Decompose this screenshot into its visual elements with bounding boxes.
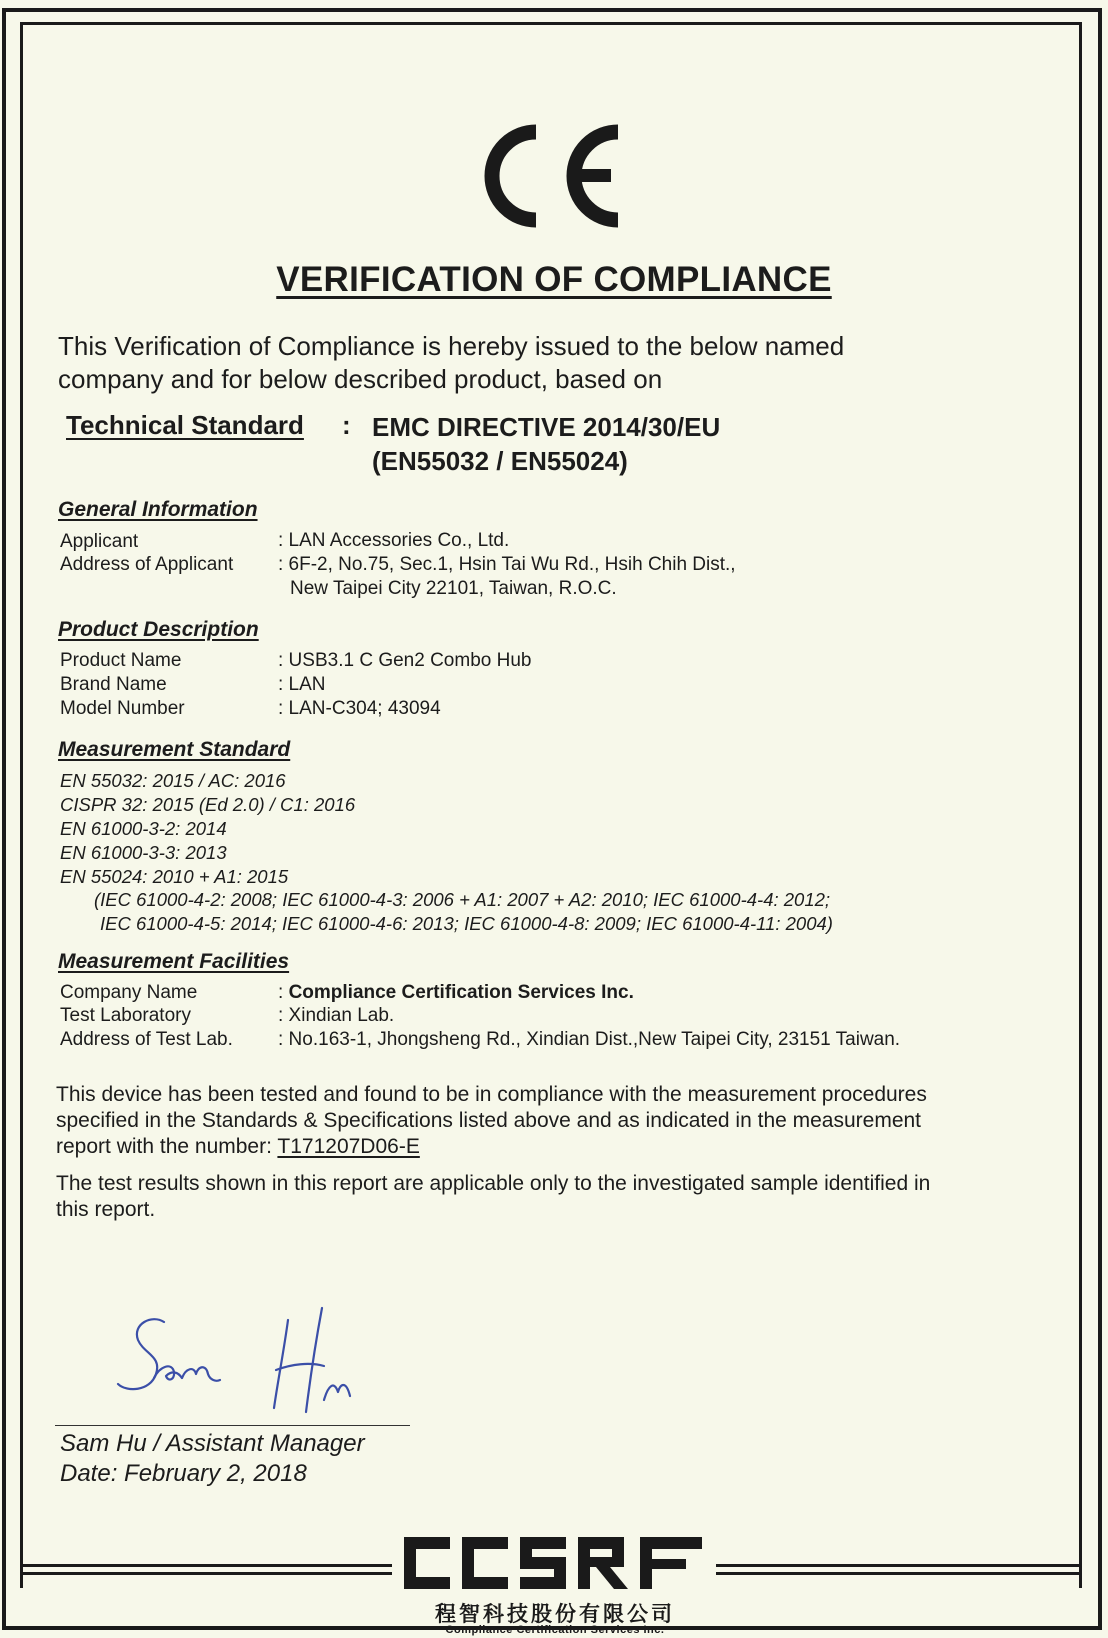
intro-line-1: This Verification of Compliance is hereby issued to the below named — [58, 331, 845, 361]
address-label: Address of Applicant — [60, 554, 234, 575]
standard-item: EN 61000-3-2: 2014 — [60, 818, 227, 839]
measurement-standard-heading: Measurement Standard — [58, 738, 291, 761]
bottom-rule-right-2 — [716, 1572, 1082, 1575]
standard-sub-list — [94, 888, 833, 936]
signature-date: Date: February 2, 2018 — [60, 1460, 307, 1487]
logo-chinese-name: 程智科技股份有限公司 — [435, 1603, 675, 1626]
ccsrf-logo-icon — [400, 1533, 710, 1593]
technical-standard-label: Technical Standard — [66, 410, 304, 440]
applicant-value: : LAN Accessories Co., Ltd. — [278, 530, 510, 551]
standard-item: EN 55024: 2010 + A1: 2015 — [60, 866, 289, 887]
brand-name-value: : LAN — [278, 674, 326, 695]
compliance-line-2: specified in the Standards & Specifications listed above and as indicated in the measurement — [56, 1109, 922, 1132]
technical-standard-line-2: (EN55032 / EN55024) — [372, 446, 628, 476]
product-name-value: : USB3.1 C Gen2 Combo Hub — [278, 650, 532, 671]
test-laboratory-value: : Xindian Lab. — [278, 1005, 395, 1026]
applicant-label: Applicant — [60, 531, 139, 552]
test-lab-address-label: Address of Test Lab. — [60, 1029, 233, 1050]
bottom-rule-left — [22, 1564, 392, 1567]
signer-name-title: Sam Hu / Assistant Manager — [60, 1430, 365, 1457]
logo-english-name: Compliance Certification Services Inc. — [445, 1624, 665, 1636]
standard-item: CISPR 32: 2015 (Ed 2.0) / C1: 2016 — [60, 794, 356, 815]
measurement-facilities-heading: Measurement Facilities — [58, 950, 290, 973]
applicability-line-1: The test results shown in this report are applicable only to the investigated sample identified in — [56, 1172, 931, 1195]
handwritten-signature — [112, 1300, 382, 1420]
company-name-label: Company Name — [60, 982, 198, 1003]
intro-line-2: company and for below described product, based on — [58, 364, 663, 394]
product-description-heading: Product Description — [58, 618, 259, 641]
model-number-value: : LAN-C304; 43094 — [278, 698, 441, 719]
general-information-heading: General Information — [58, 498, 258, 521]
compliance-line-3 — [56, 1134, 1056, 1160]
brand-name-label: Brand Name — [60, 674, 167, 695]
technical-standard-line-1: EMC DIRECTIVE 2014/30/EU — [372, 412, 721, 442]
report-number-prefix: report with the number: — [56, 1135, 278, 1158]
ce-mark-icon — [478, 122, 628, 230]
address-line-1: : 6F-2, No.75, Sec.1, Hsin Tai Wu Rd., Hsih Chih Dist., — [278, 554, 736, 575]
applicability-line-2: this report. — [56, 1198, 156, 1221]
test-lab-address-value: : No.163-1, Jhongsheng Rd., Xindian Dist.,New Taipei City, 23151 Taiwan. — [278, 1029, 901, 1050]
address-value — [278, 553, 736, 601]
applicability-statement — [56, 1171, 1056, 1223]
test-laboratory-label: Test Laboratory — [60, 1005, 191, 1026]
technical-standard-colon: : — [342, 410, 351, 440]
address-line-2: New Taipei City 22101, Taiwan, R.O.C. — [290, 578, 617, 599]
bottom-rule-left-2 — [22, 1572, 392, 1575]
standard-item: EN 61000-3-3: 2013 — [60, 842, 227, 863]
model-number-label: Model Number — [60, 698, 185, 719]
bottom-rule-right — [716, 1564, 1082, 1567]
product-name-label: Product Name — [60, 650, 182, 671]
compliance-statement — [56, 1082, 1056, 1160]
standard-item: EN 55032: 2015 / AC: 2016 — [60, 770, 286, 791]
page-title: VERIFICATION OF COMPLIANCE — [276, 260, 832, 299]
company-name-colon: : — [278, 982, 289, 1003]
intro-text — [58, 330, 1038, 396]
compliance-line-1: This device has been tested and found to be in compliance with the measurement procedures — [56, 1083, 927, 1106]
technical-standard-value — [372, 410, 720, 478]
company-name-text: Compliance Certification Services Inc. — [288, 982, 634, 1003]
standard-sub-line-1: (IEC 61000-4-2: 2008; IEC 61000-4-3: 2006 + A1: 2007 + A2: 2010; IEC 61000-4-4: 2012; — [94, 889, 831, 910]
standard-sub-line-2: IEC 61000-4-5: 2014; IEC 61000-4-6: 2013; IEC 61000-4-8: 2009; IEC 61000-4-11: 2004) — [100, 913, 833, 934]
company-name-value — [278, 981, 634, 1005]
report-number: T171207D06-E — [277, 1135, 420, 1158]
signature-line — [55, 1425, 410, 1426]
